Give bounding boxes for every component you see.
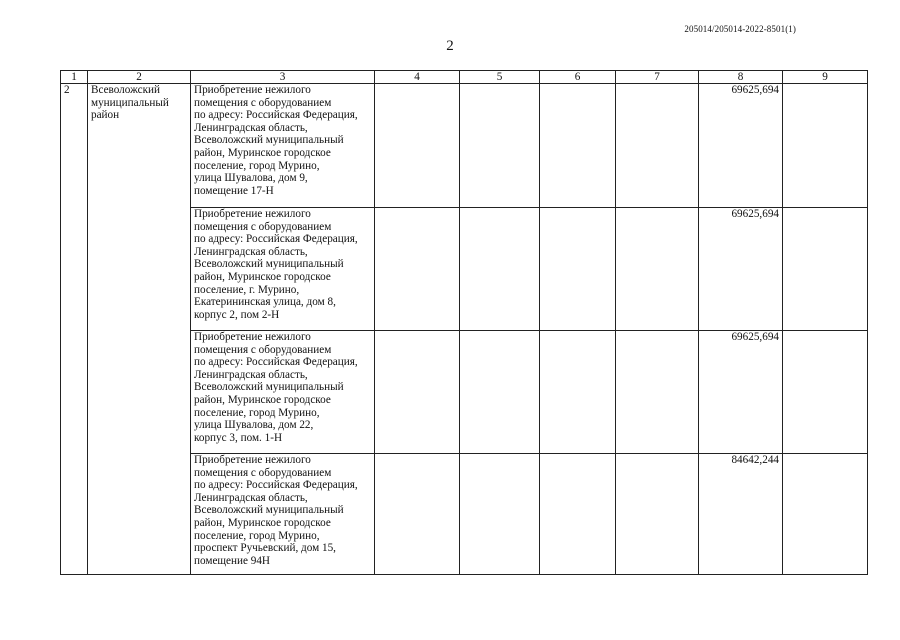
empty-cell [616,331,699,454]
empty-cell [460,84,540,208]
item-amount: 69625,694 [699,84,783,208]
column-header-8: 8 [699,71,783,84]
empty-cell [783,454,868,575]
empty-cell [375,84,460,208]
column-header-9: 9 [783,71,868,84]
item-description: Приобретение нежилого помещения с оборудованием по адресу: Российская Федерация, Ленинградская область, Всеволожский муниципальный район, Муринское городское поселение, город Мурино, проспект Ручьевский, дом 15, помещение 94Н [191,454,375,575]
item-amount: 69625,694 [699,208,783,331]
empty-cell [460,454,540,575]
empty-cell [540,208,616,331]
column-header-4: 4 [375,71,460,84]
item-amount: 84642,244 [699,454,783,575]
column-header-7: 7 [616,71,699,84]
column-number-row [61,71,868,84]
item-description: Приобретение нежилого помещения с оборудованием по адресу: Российская Федерация, Ленинградская область, Всеволожский муниципальный район, Муринское городское поселение, город Мурино, улица Шувалова, дом 22, корпус 3, пом. 1-Н [191,331,375,454]
empty-cell [375,208,460,331]
empty-cell [783,84,868,208]
item-description: Приобретение нежилого помещения с оборудованием по адресу: Российская Федерация, Ленинградская область, Всеволожский муниципальный район, Муринское городское поселение, город Мурино, улица Шувалова, дом 9, помещение 17-Н [191,84,375,208]
empty-cell [783,331,868,454]
column-header-3: 3 [191,71,375,84]
page-number: 2 [446,38,454,54]
column-header-5: 5 [460,71,540,84]
empty-cell [375,454,460,575]
empty-cell [616,454,699,575]
item-amount: 69625,694 [699,331,783,454]
empty-cell [460,208,540,331]
empty-cell [616,208,699,331]
column-header-1: 1 [61,71,88,84]
budget-table [60,70,868,575]
row-number-cell: 2 [61,84,88,575]
empty-cell [460,331,540,454]
empty-cell [540,454,616,575]
column-header-2: 2 [88,71,191,84]
column-header-6: 6 [540,71,616,84]
empty-cell [375,331,460,454]
item-description: Приобретение нежилого помещения с оборудованием по адресу: Российская Федерация, Ленинградская область, Всеволожский муниципальный район, Муринское городское поселение, г. Мурино, Екатерининская улица, дом 8, корпус 2, пом 2-Н [191,208,375,331]
district-cell: Всеволожский муниципальный район [88,84,191,575]
empty-cell [616,84,699,208]
empty-cell [540,84,616,208]
empty-cell [783,208,868,331]
table-row [61,84,868,208]
document-reference-number: 205014/205014-2022-8501(1) [684,24,796,34]
empty-cell [540,331,616,454]
